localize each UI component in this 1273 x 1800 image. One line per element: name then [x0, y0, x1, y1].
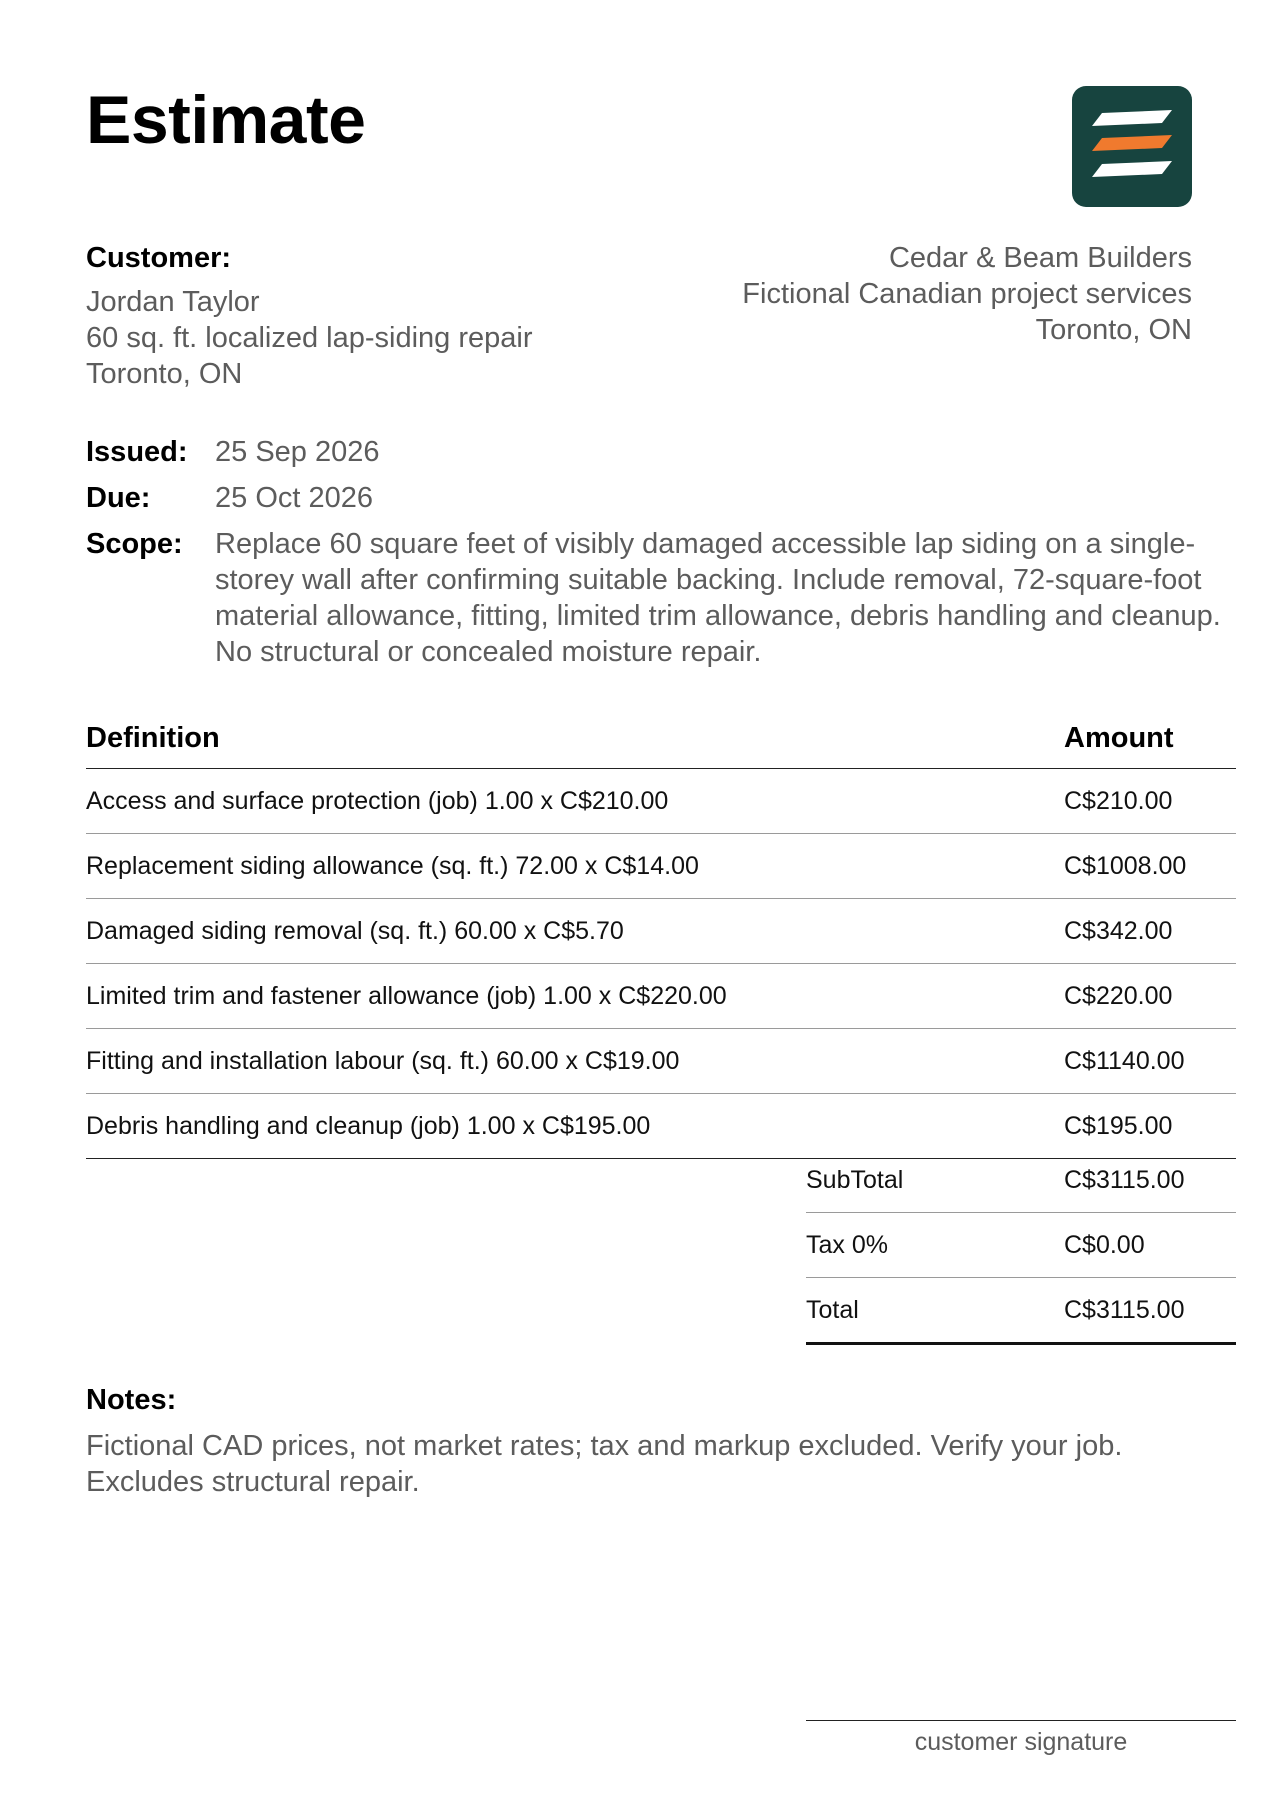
customer-project: 60 sq. ft. localized lap-siding repair — [86, 322, 533, 354]
notes-label: Notes: — [86, 1384, 177, 1416]
customer-block — [86, 240, 686, 392]
definition-header: Definition — [86, 722, 1064, 769]
line-item-name: Damaged siding removal (sq. ft.) — [86, 916, 448, 945]
notes-block — [86, 1382, 1236, 1500]
due-date: 25 Oct 2026 — [215, 482, 373, 514]
line-item-quantity: 60.00 — [454, 916, 517, 945]
table-row — [86, 964, 1236, 1029]
line-item-quantity: 72.00 — [515, 851, 578, 880]
customer-signature-line[interactable] — [806, 1720, 1236, 1757]
company-name: Cedar & Beam Builders — [888, 242, 1192, 274]
line-items-table — [86, 722, 1236, 1159]
line-item-amount: C$195.00 — [1064, 1094, 1236, 1159]
line-item-name: Limited trim and fastener allowance (job) — [86, 981, 537, 1010]
issued-date: 25 Sep 2026 — [215, 436, 380, 468]
notes-text: Fictional CAD prices, not market rates; tax and markup excluded. Verify your job. Excludes structural repair. — [86, 1430, 1123, 1498]
line-item-quantity: 1.00 — [543, 981, 592, 1010]
company-block — [632, 240, 1192, 348]
customer-details — [86, 284, 686, 392]
line-item-amount: C$342.00 — [1064, 899, 1236, 964]
line-item-rate: x C$210.00 — [540, 786, 669, 815]
line-item-rate: x C$19.00 — [565, 1046, 680, 1075]
line-item-rate: x C$220.00 — [598, 981, 727, 1010]
line-item-definition — [86, 964, 1064, 1029]
line-item-rate: x C$14.00 — [584, 851, 699, 880]
table-row — [86, 899, 1236, 964]
line-item-amount: C$210.00 — [1064, 769, 1236, 834]
tax-row — [806, 1213, 1236, 1278]
customer-name: Jordan Taylor — [86, 286, 260, 318]
line-item-name: Debris handling and cleanup (job) — [86, 1111, 460, 1140]
signature-label: customer signature — [914, 1728, 1128, 1756]
scope-row — [86, 526, 1236, 670]
line-item-definition — [86, 899, 1064, 964]
issued-label: Issued: — [86, 436, 188, 468]
line-item-quantity: 1.00 — [466, 1111, 516, 1140]
tax-value: C$0.00 — [1064, 1213, 1236, 1278]
line-item-amount: C$1008.00 — [1064, 834, 1236, 899]
table-row — [86, 1029, 1236, 1094]
totals-table — [806, 1148, 1236, 1345]
document-title: Estimate — [86, 82, 366, 158]
line-item-name: Access and surface protection (job) — [86, 786, 478, 815]
line-item-definition — [86, 834, 1064, 899]
line-item-name: Replacement siding allowance (sq. ft.) — [86, 851, 509, 880]
company-tagline: Fictional Canadian project services — [742, 278, 1192, 310]
subtotal-row — [806, 1148, 1236, 1213]
line-item-rate: x C$195.00 — [522, 1111, 651, 1140]
line-item-amount: C$1140.00 — [1064, 1029, 1236, 1094]
amount-header: Amount — [1064, 722, 1236, 769]
scope-text: Replace 60 square feet of visibly damaged accessible lap siding on a single-storey wall after confirming suitable backing. Include removal, 72-square-foot material allowance, fitting, limited trim allowance, debris handling and cleanup. No structural or concealed moisture repair. — [215, 528, 1221, 668]
line-item-name: Fitting and installation labour (sq. ft.) — [86, 1046, 489, 1075]
table-row — [86, 834, 1236, 899]
line-item-rate: x C$5.70 — [523, 916, 624, 945]
line-item-quantity: 1.00 — [484, 786, 534, 815]
table-row — [86, 769, 1236, 834]
issued-row — [86, 434, 1236, 470]
total-value: C$3115.00 — [1064, 1278, 1236, 1344]
subtotal-label: SubTotal — [806, 1148, 1064, 1213]
due-row — [86, 480, 1236, 516]
total-row — [806, 1278, 1236, 1344]
line-item-definition — [86, 1029, 1064, 1094]
customer-label: Customer: — [86, 242, 232, 274]
table-header-row — [86, 722, 1236, 769]
customer-location: Toronto, ON — [86, 358, 243, 390]
total-label: Total — [806, 1278, 1064, 1344]
subtotal-value: C$3115.00 — [1064, 1148, 1236, 1213]
due-label: Due: — [86, 482, 151, 514]
line-item-quantity: 60.00 — [495, 1046, 559, 1075]
stacked-planks-logo-icon — [1072, 86, 1192, 207]
tax-label: Tax 0% — [806, 1213, 1064, 1278]
line-item-definition — [86, 769, 1064, 834]
scope-label: Scope: — [86, 528, 183, 560]
line-item-amount: C$220.00 — [1064, 964, 1236, 1029]
estimate-meta — [86, 434, 1236, 680]
company-location: Toronto, ON — [1035, 314, 1192, 346]
